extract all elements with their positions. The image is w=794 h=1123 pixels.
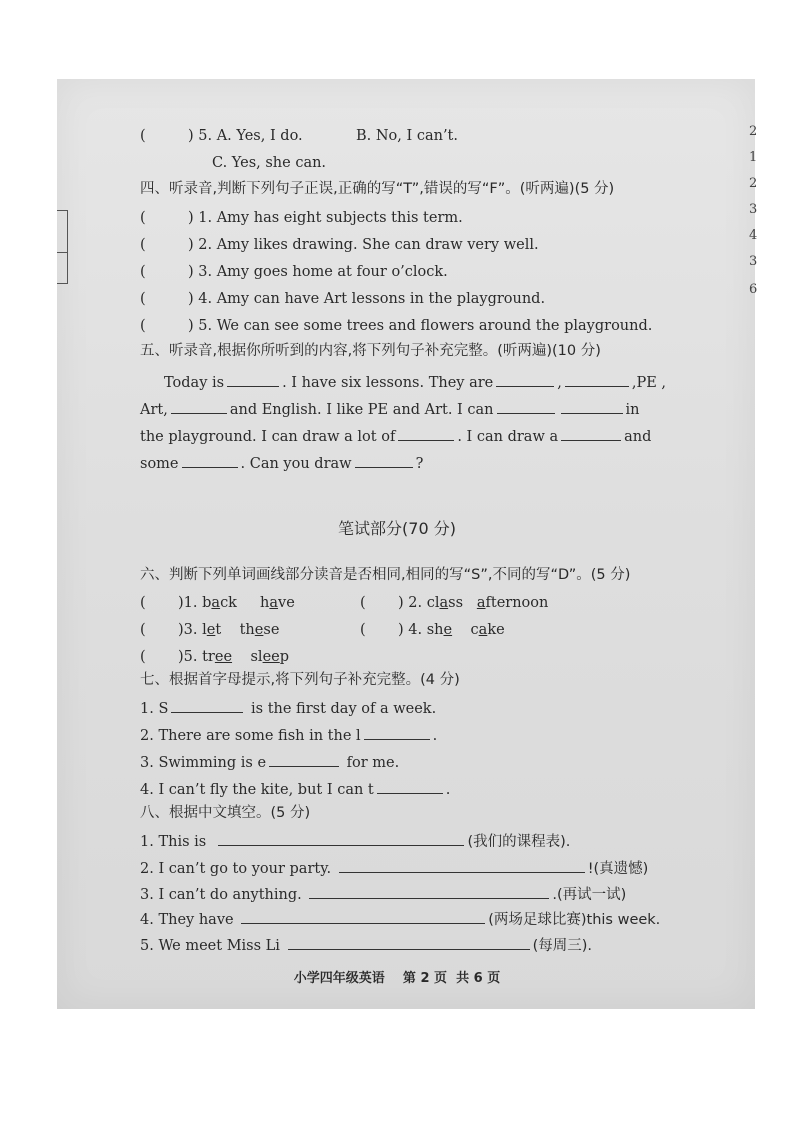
fill-blank[interactable]: [496, 372, 554, 387]
fill-blank[interactable]: [497, 399, 555, 414]
sec4-item-2: ( ) 2. Amy likes drawing. She can draw very well.: [140, 237, 539, 253]
fill-blank[interactable]: [561, 399, 623, 414]
sec7-item-2: 2. There are some fish in the l .: [140, 725, 437, 745]
sec7-item-4: 4. I can’t fly the kite, but I can t .: [140, 779, 450, 799]
word-class: class: [426, 595, 464, 611]
binding-margin-box: [57, 210, 68, 284]
word-let: let: [202, 622, 222, 638]
sec8-item-5: 5. We meet Miss Li (每周三).: [140, 935, 592, 955]
sec6-item-1: ( )1. back have: [140, 595, 295, 611]
sec5-line-1: Today is . I have six lessons. They are , ,PE ,: [164, 372, 666, 392]
fill-blank[interactable]: [398, 426, 454, 441]
sec4-item-1: ( ) 1. Amy has eight subjects this term.: [140, 210, 463, 226]
sec5-line-3: the playground. I can draw a lot of . I can draw a and: [140, 426, 651, 446]
sec6-item-5: ( )5. tree sleep: [140, 649, 290, 665]
answer-paren[interactable]: (: [360, 595, 366, 611]
edge-digit: 2: [749, 124, 758, 139]
edge-digit: 2: [749, 176, 758, 191]
fill-blank[interactable]: [227, 372, 279, 387]
word-sleep: sleep: [250, 649, 290, 665]
answer-paren[interactable]: (: [140, 128, 146, 144]
word-these: these: [239, 622, 280, 638]
answer-paren[interactable]: (: [140, 595, 146, 611]
word-tree: tree: [202, 649, 233, 665]
edge-digit: 4: [749, 228, 758, 243]
fill-blank[interactable]: [182, 453, 238, 468]
sec6-item-2: ( ) 2. class afternoon: [360, 595, 549, 611]
fill-blank[interactable]: [171, 698, 243, 713]
sec8-item-2: 2. I can’t go to your party. !(真遗憾): [140, 858, 648, 878]
fill-blank[interactable]: [355, 453, 413, 468]
word-cake: cake: [470, 622, 505, 638]
word-back: back: [202, 595, 237, 611]
sec8-item-4: 4. They have (两场足球比赛)this week.: [140, 909, 660, 929]
answer-paren[interactable]: (: [140, 264, 146, 280]
word-afternoon: afternoon: [476, 595, 549, 611]
fill-blank[interactable]: [269, 752, 339, 767]
sec3-item5: ( ) 5. A. Yes, I do. B. No, I can’t.: [140, 128, 458, 144]
sec8-item-3: 3. I can’t do anything. .(再试一试): [140, 884, 626, 904]
fill-blank[interactable]: [218, 831, 464, 846]
fill-blank[interactable]: [309, 884, 549, 899]
answer-paren[interactable]: (: [140, 237, 146, 253]
sec7-item-3: 3. Swimming is e for me.: [140, 752, 399, 772]
word-she: she: [426, 622, 453, 638]
edge-digit: 6: [749, 282, 758, 297]
sec6-item-3: ( )3. let these: [140, 622, 280, 638]
sec4-item-3: ( ) 3. Amy goes home at four o’clock.: [140, 264, 448, 280]
answer-paren[interactable]: (: [140, 210, 146, 226]
answer-paren[interactable]: (: [140, 318, 146, 334]
sec7-item-1: 1. S is the first day of a week.: [140, 698, 436, 718]
page-footer: 小学四年级英语 第 2 页 共 6 页: [293, 971, 501, 986]
sec5-line-2: Art, and English. I like PE and Art. I can in: [140, 399, 639, 419]
word-have: have: [260, 595, 295, 611]
fill-blank[interactable]: [339, 858, 585, 873]
section6-title: 六、判断下列单词画线部分读音是否相同,相同的写“S”,不同的写“D”。(5 分): [140, 567, 631, 583]
fill-blank[interactable]: [288, 935, 530, 950]
sec5-line-4: some . Can you draw ?: [140, 453, 423, 473]
answer-paren[interactable]: (: [140, 649, 146, 665]
fill-blank[interactable]: [364, 725, 430, 740]
section4-title: 四、听录音,判断下列句子正误,正确的写“T”,错误的写“F”。(听两遍)(5 分): [140, 181, 615, 197]
binding-margin-line: [57, 252, 68, 253]
fill-blank[interactable]: [565, 372, 629, 387]
answer-paren[interactable]: (: [360, 622, 366, 638]
sec4-item-5: ( ) 5. We can see some trees and flowers around the playground.: [140, 318, 653, 334]
fill-blank[interactable]: [171, 399, 227, 414]
written-part-title: 笔试部分(70 分): [338, 519, 456, 538]
section5-title: 五、听录音,根据你所听到的内容,将下列句子补充完整。(听两遍)(10 分): [140, 343, 601, 359]
sec8-item-1: 1. This is (我们的课程表).: [140, 831, 570, 851]
answer-paren[interactable]: (: [140, 291, 146, 307]
edge-digit: 1: [749, 150, 758, 165]
sec4-item-4: ( ) 4. Amy can have Art lessons in the playground.: [140, 291, 546, 307]
section8-title: 八、根据中文填空。(5 分): [140, 805, 311, 821]
answer-paren[interactable]: (: [140, 622, 146, 638]
fill-blank[interactable]: [377, 779, 443, 794]
edge-digit: 3: [749, 202, 758, 217]
section7-title: 七、根据首字母提示,将下列句子补充完整。(4 分): [140, 672, 460, 688]
fill-blank[interactable]: [561, 426, 621, 441]
sec3-item5-option-c: C. Yes, she can.: [212, 155, 327, 171]
edge-digit: 3: [749, 254, 758, 269]
fill-blank[interactable]: [241, 909, 485, 924]
sec6-item-4: ( ) 4. she cake: [360, 622, 505, 638]
